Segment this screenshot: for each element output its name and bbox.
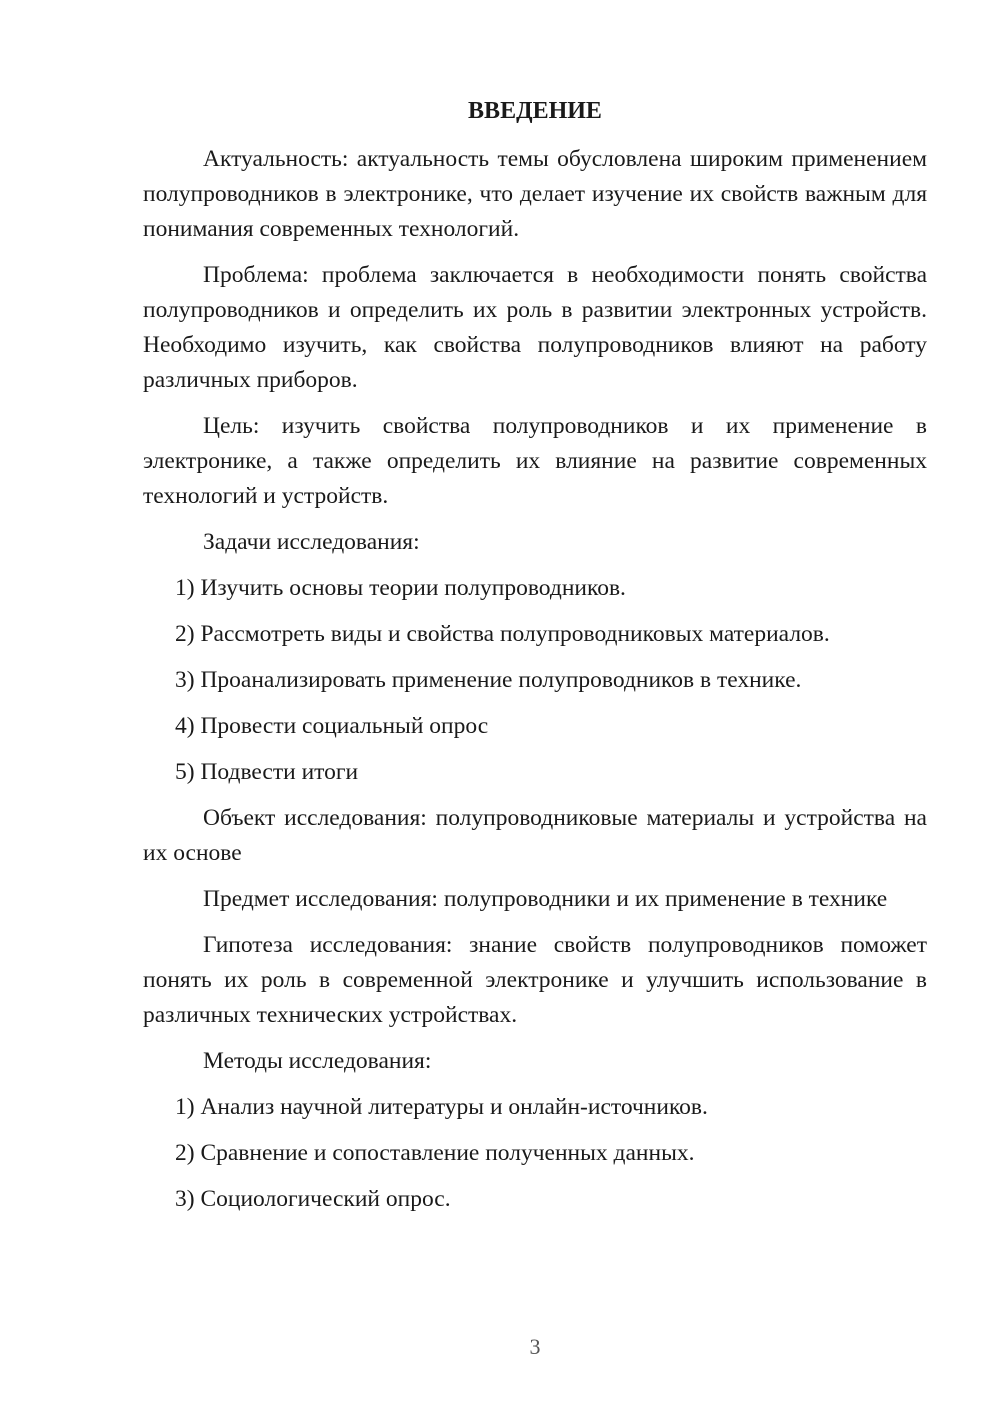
task-item-4: 4) Провести социальный опрос: [175, 713, 489, 739]
method-item-2: 2) Сравнение и сопоставление полученных данных.: [175, 1140, 695, 1166]
object-paragraph: Объект исследования: полупроводниковые материалы и устройства на их основе: [143, 805, 927, 866]
goal-paragraph: Цель: изучить свойства полупроводников и их применение в электронике, а также определить их влияние на развитие современных технологий и устройств.: [143, 413, 927, 509]
methods-heading: Методы исследования:: [203, 1048, 432, 1074]
subject-paragraph: Предмет исследования: полупроводники и их применение в технике: [203, 886, 888, 912]
task-item-2: 2) Рассмотреть виды и свойства полупроводниковых материалов.: [175, 621, 830, 647]
hypothesis-paragraph: Гипотеза исследования: знание свойств полупроводников поможет понять их роль в современной электронике и улучшить использование в различных технических устройствах.: [143, 932, 927, 1028]
task-item-3: 3) Проанализировать применение полупроводников в технике.: [175, 667, 802, 693]
method-item-3: 3) Социологический опрос.: [175, 1186, 451, 1212]
document-page: [143, 0, 927, 1414]
page-title: ВВЕДЕНИЕ: [468, 98, 602, 124]
problem-paragraph: Проблема: проблема заключается в необходимости понять свойства полупроводников и определить их роль в развитии электронных устройств. Необходимо изучить, как свойства полупроводников влияют на работу различных приборов.: [143, 262, 927, 393]
document-body: [143, 142, 927, 1228]
task-item-1: 1) Изучить основы теории полупроводников.: [175, 575, 626, 601]
method-item-1: 1) Анализ научной литературы и онлайн-источников.: [175, 1094, 708, 1120]
task-item-5: 5) Подвести итоги: [175, 759, 359, 785]
relevance-paragraph: Актуальность: актуальность темы обусловлена широким применением полупроводников в электронике, что делает изучение их свойств важным для понимания современных технологий.: [143, 146, 927, 242]
tasks-heading: Задачи исследования:: [203, 529, 420, 555]
page-number: 3: [529, 1334, 541, 1359]
